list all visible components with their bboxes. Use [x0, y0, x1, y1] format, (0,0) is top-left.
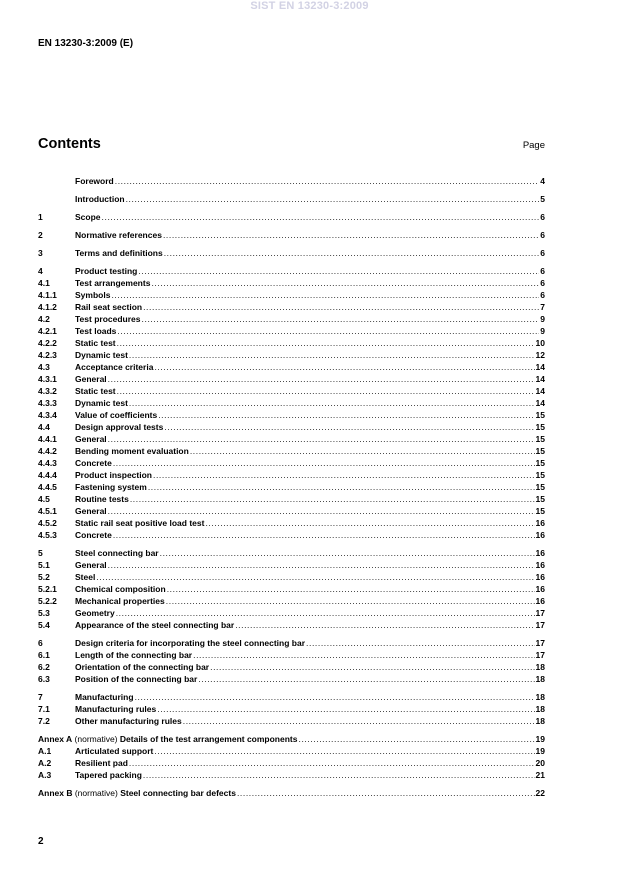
toc-entry-number: 1	[38, 212, 43, 222]
toc-entry-number: 6.1	[38, 650, 50, 660]
dot-leader	[183, 715, 535, 727]
toc-entry-page: 20	[535, 758, 545, 768]
document-header: EN 13230-3:2009 (E)	[38, 38, 134, 49]
dot-leader	[160, 547, 535, 559]
toc-entry[interactable]	[38, 607, 545, 619]
dot-leader	[153, 469, 535, 481]
toc-entry-title: Steel connecting bar	[75, 548, 159, 558]
dot-leader	[108, 373, 535, 385]
toc-entry-number: 4.2	[38, 314, 50, 324]
toc-entry-page: 16	[535, 560, 545, 570]
toc-entry-number: A.3	[38, 770, 52, 780]
toc-entry-page: 9	[540, 314, 545, 324]
toc-entry-page: 14	[535, 386, 545, 396]
toc-entry-page: 14	[535, 398, 545, 408]
toc-entry-number: 6.3	[38, 674, 50, 684]
toc-entry-number: 4.4.1	[38, 434, 57, 444]
dot-leader	[117, 325, 539, 337]
toc-entry-number: 4.4.2	[38, 446, 57, 456]
toc-entry-title: Normative references	[75, 230, 162, 240]
dot-leader	[113, 529, 535, 541]
toc-entry-page: 16	[535, 596, 545, 606]
toc-entry-page: 6	[540, 230, 545, 240]
toc-entry[interactable]	[38, 409, 545, 421]
toc-entry-number: 5.1	[38, 560, 50, 570]
toc-entry-number: 4.1.1	[38, 290, 57, 300]
toc-entry-page: 14	[535, 362, 545, 372]
toc-entry-page: 18	[535, 704, 545, 714]
toc-entry-page: 6	[540, 212, 545, 222]
toc-entry-page: 19	[535, 746, 545, 756]
toc-entry[interactable]	[38, 595, 545, 607]
toc-entry[interactable]	[38, 661, 545, 673]
toc-entry[interactable]	[38, 313, 545, 325]
toc-entry-number: 3	[38, 248, 43, 258]
toc-entry-page: 16	[535, 584, 545, 594]
toc-entry[interactable]	[38, 619, 545, 631]
toc-entry-number: 2	[38, 230, 43, 240]
toc-entry-title: Terms and definitions	[75, 248, 163, 258]
toc-entry[interactable]	[38, 433, 545, 445]
toc-entry-page: 15	[535, 470, 545, 480]
toc-entry-number: 7	[38, 692, 43, 702]
toc-entry-title: Position of the connecting bar	[75, 674, 198, 684]
dot-leader	[143, 769, 535, 781]
toc-entry-page: 15	[535, 458, 545, 468]
annex-qualifier: (normative)	[72, 734, 120, 744]
watermark: SIST EN 13230-3:2009	[250, 0, 369, 12]
dot-leader	[126, 193, 540, 205]
toc-entry-title: Manufacturing	[75, 692, 134, 702]
toc-entry-number: 7.2	[38, 716, 50, 726]
toc-entry[interactable]	[38, 361, 545, 373]
toc-entry[interactable]	[38, 175, 545, 187]
toc-entry-number: 4.4.4	[38, 470, 57, 480]
annex-label: Annex A	[38, 734, 73, 744]
annex-label: Annex B	[38, 788, 73, 798]
toc-entry-page: 6	[540, 290, 545, 300]
toc-entry-title: Geometry	[75, 608, 115, 618]
toc-entry-title: Test loads	[75, 326, 117, 336]
toc-entry-number: 5.2.1	[38, 584, 57, 594]
toc-entry-page: 17	[535, 608, 545, 618]
toc-entry-title: Dynamic test	[75, 350, 128, 360]
toc-entry[interactable]	[38, 571, 545, 583]
dot-leader	[108, 433, 535, 445]
toc-entry-title: Steel	[75, 572, 96, 582]
table-of-contents	[38, 175, 545, 799]
toc-entry[interactable]	[38, 349, 545, 361]
toc-entry[interactable]	[38, 373, 545, 385]
toc-entry-title: Static test	[75, 338, 116, 348]
toc-entry-title: Static test	[75, 386, 116, 396]
toc-entry-number: 4	[38, 266, 43, 276]
toc-entry[interactable]	[38, 757, 545, 769]
toc-entry[interactable]	[38, 265, 545, 277]
toc-entry-page: 15	[535, 494, 545, 504]
toc-entry-page: 16	[535, 572, 545, 582]
toc-entry-number: 5.2	[38, 572, 50, 582]
toc-entry-number: 4.2.3	[38, 350, 57, 360]
toc-entry-number: 4.4.3	[38, 458, 57, 468]
toc-entry-page: 15	[535, 506, 545, 516]
toc-entry-number: 4.3.4	[38, 410, 57, 420]
toc-entry-number: 5	[38, 548, 43, 558]
toc-entry-page: 4	[540, 176, 545, 186]
toc-entry[interactable]	[38, 421, 545, 433]
toc-entry-page: 16	[535, 548, 545, 558]
toc-entry-title: General	[75, 506, 107, 516]
toc-entry-number: 4.3.3	[38, 398, 57, 408]
dot-leader	[129, 757, 535, 769]
toc-entry-page: 6	[540, 266, 545, 276]
toc-entry[interactable]	[38, 247, 545, 259]
toc-entry-page: 5	[540, 194, 545, 204]
toc-entry[interactable]	[38, 229, 545, 241]
toc-entry-number: 4.3.1	[38, 374, 57, 384]
toc-entry-title: Articulated support	[75, 746, 154, 756]
toc-entry-page: 7	[540, 302, 545, 312]
dot-leader	[193, 649, 534, 661]
dot-leader	[151, 277, 539, 289]
toc-entry-title: Resilient pad	[75, 758, 128, 768]
toc-entry[interactable]	[38, 583, 545, 595]
toc-entry-number: 6.2	[38, 662, 50, 672]
toc-entry[interactable]	[38, 673, 545, 685]
dot-leader	[117, 385, 535, 397]
dot-leader	[157, 703, 534, 715]
toc-entry-page: 18	[535, 692, 545, 702]
toc-entry-page: 15	[535, 482, 545, 492]
toc-entry[interactable]	[38, 397, 545, 409]
toc-entry-title: Design approval tests	[75, 422, 164, 432]
dot-leader	[96, 571, 534, 583]
toc-entry-page: 18	[535, 674, 545, 684]
dot-leader	[143, 301, 539, 313]
toc-entry-page: 21	[535, 770, 545, 780]
toc-entry-page: 18	[535, 716, 545, 726]
toc-entry[interactable]	[38, 211, 545, 223]
toc-entry-title: Manufacturing rules	[75, 704, 157, 714]
toc-entry-title: Test arrangements	[75, 278, 151, 288]
toc-entry-page: 9	[540, 326, 545, 336]
toc-entry-number: 4.2.1	[38, 326, 57, 336]
toc-entry-title: Fastening system	[75, 482, 147, 492]
toc-entry[interactable]	[38, 505, 545, 517]
toc-entry-number: 4.5.1	[38, 506, 57, 516]
toc-entry[interactable]	[38, 649, 545, 661]
toc-entry-number: 4.4	[38, 422, 50, 432]
toc-entry-title: Chemical composition	[75, 584, 166, 594]
toc-entry-number: 6	[38, 638, 43, 648]
toc-entry[interactable]	[38, 769, 545, 781]
dot-leader	[113, 457, 535, 469]
toc-entry-page: 19	[535, 734, 545, 744]
dot-leader	[306, 637, 535, 649]
toc-entry[interactable]	[38, 481, 545, 493]
toc-entry-title: Orientation of the connecting bar	[75, 662, 210, 672]
toc-entry-page: 14	[535, 374, 545, 384]
toc-entry[interactable]	[38, 637, 545, 649]
toc-entry-page: 15	[535, 434, 545, 444]
dot-leader	[166, 595, 535, 607]
toc-entry-number: 4.5	[38, 494, 50, 504]
toc-entry-page: 6	[540, 278, 545, 288]
dot-leader	[235, 619, 534, 631]
toc-entry-title: General	[75, 434, 107, 444]
toc-entry-page: 15	[535, 446, 545, 456]
toc-entry[interactable]	[38, 559, 545, 571]
toc-entry-title: Dynamic test	[75, 398, 128, 408]
toc-entry-title: Test procedures	[75, 314, 141, 324]
dot-leader	[135, 691, 535, 703]
toc-entry[interactable]	[38, 289, 545, 301]
toc-entry-title: Introduction	[75, 194, 125, 204]
toc-entry-page: 18	[535, 662, 545, 672]
dot-leader	[129, 397, 535, 409]
toc-entry-page: 16	[535, 518, 545, 528]
toc-entry-title	[38, 733, 297, 745]
dot-leader	[210, 661, 534, 673]
toc-entry[interactable]	[38, 385, 545, 397]
dot-leader	[108, 505, 535, 517]
toc-entry-title: Concrete	[75, 530, 112, 540]
toc-entry-title: Appearance of the steel connecting bar	[75, 620, 235, 630]
dot-leader	[115, 175, 540, 187]
toc-entry-title: Rail seat section	[75, 302, 143, 312]
dot-leader	[130, 493, 535, 505]
toc-entry-number: 4.1	[38, 278, 50, 288]
annex-qualifier: (normative)	[72, 788, 121, 798]
page-title: Contents	[38, 136, 101, 152]
toc-entry[interactable]	[38, 715, 545, 727]
dot-leader	[190, 445, 535, 457]
toc-entry-title: Routine tests	[75, 494, 129, 504]
toc-entry-title: Symbols	[75, 290, 111, 300]
toc-entry-page: 6	[540, 248, 545, 258]
toc-entry-title: General	[75, 560, 107, 570]
toc-entry[interactable]	[38, 529, 545, 541]
toc-entry-number: 4.5.3	[38, 530, 57, 540]
dot-leader	[148, 481, 535, 493]
toc-entry[interactable]	[38, 547, 545, 559]
dot-leader	[198, 673, 534, 685]
toc-entry[interactable]	[38, 193, 545, 205]
toc-entry-number: 4.1.2	[38, 302, 57, 312]
dot-leader	[154, 745, 534, 757]
toc-entry-page: 10	[535, 338, 545, 348]
toc-entry[interactable]	[38, 469, 545, 481]
toc-entry-number: 4.2.2	[38, 338, 57, 348]
toc-entry-page: 17	[535, 638, 545, 648]
toc-entry-title: Acceptance criteria	[75, 362, 154, 372]
toc-entry[interactable]	[38, 787, 545, 799]
annex-title: Details of the test arrangement components	[119, 734, 298, 744]
toc-entry[interactable]	[38, 445, 545, 457]
toc-entry[interactable]	[38, 301, 545, 313]
toc-entry[interactable]	[38, 691, 545, 703]
toc-entry[interactable]	[38, 337, 545, 349]
dot-leader	[237, 787, 535, 799]
dot-leader	[111, 289, 539, 301]
dot-leader	[117, 337, 535, 349]
toc-entry-title: Foreword	[75, 176, 114, 186]
toc-entry-page: 16	[535, 530, 545, 540]
toc-entry-title: Static rail seat positive load test	[75, 518, 205, 528]
dot-leader	[108, 559, 535, 571]
toc-entry-title	[38, 787, 236, 799]
toc-entry-page: 12	[535, 350, 545, 360]
toc-entry[interactable]	[38, 517, 545, 529]
toc-entry-number: 7.1	[38, 704, 50, 714]
dot-leader	[138, 265, 539, 277]
dot-leader	[102, 211, 540, 223]
toc-entry-number: A.2	[38, 758, 52, 768]
toc-entry[interactable]	[38, 493, 545, 505]
toc-entry-title: Product inspection	[75, 470, 152, 480]
toc-entry[interactable]	[38, 325, 545, 337]
page-column-label: Page	[522, 140, 545, 151]
dot-leader	[164, 421, 534, 433]
page-number: 2	[38, 836, 44, 847]
dot-leader	[298, 733, 534, 745]
dot-leader	[129, 349, 535, 361]
toc-entry-title: Concrete	[75, 458, 112, 468]
toc-entry[interactable]	[38, 277, 545, 289]
toc-entry[interactable]	[38, 457, 545, 469]
annex-title: Steel connecting bar defects	[120, 788, 236, 798]
toc-entry-number: 5.3	[38, 608, 50, 618]
toc-entry-page: 15	[535, 410, 545, 420]
toc-entry-number: 4.3.2	[38, 386, 57, 396]
dot-leader	[142, 313, 540, 325]
toc-entry-page: 17	[535, 650, 545, 660]
toc-entry-title: Mechanical properties	[75, 596, 165, 606]
toc-entry-number: 5.2.2	[38, 596, 57, 606]
dot-leader	[154, 361, 534, 373]
dot-leader	[163, 229, 539, 241]
toc-entry-title: Value of coefficients	[75, 410, 158, 420]
toc-entry-number: 5.4	[38, 620, 50, 630]
toc-entry-title: Tapered packing	[75, 770, 142, 780]
dot-leader	[116, 607, 535, 619]
toc-entry-title: General	[75, 374, 107, 384]
dot-leader	[164, 247, 540, 259]
toc-entry-number: A.1	[38, 746, 52, 756]
toc-entry-title: Bending moment evaluation	[75, 446, 189, 456]
toc-entry[interactable]	[38, 703, 545, 715]
toc-entry[interactable]	[38, 733, 545, 745]
dot-leader	[158, 409, 534, 421]
toc-entry-page: 17	[535, 620, 545, 630]
toc-entry-page: 22	[535, 788, 545, 798]
dot-leader	[205, 517, 534, 529]
toc-entry-number: 4.3	[38, 362, 50, 372]
toc-entry[interactable]	[38, 745, 545, 757]
toc-entry-title: Design criteria for incorporating the steel connecting bar	[75, 638, 306, 648]
toc-entry-title: Length of the connecting bar	[75, 650, 193, 660]
toc-entry-number: 4.4.5	[38, 482, 57, 492]
dot-leader	[167, 583, 535, 595]
toc-entry-title: Product testing	[75, 266, 138, 276]
toc-entry-page: 15	[535, 422, 545, 432]
toc-entry-title: Scope	[75, 212, 101, 222]
toc-entry-number: 4.5.2	[38, 518, 57, 528]
toc-entry-title: Other manufacturing rules	[75, 716, 182, 726]
